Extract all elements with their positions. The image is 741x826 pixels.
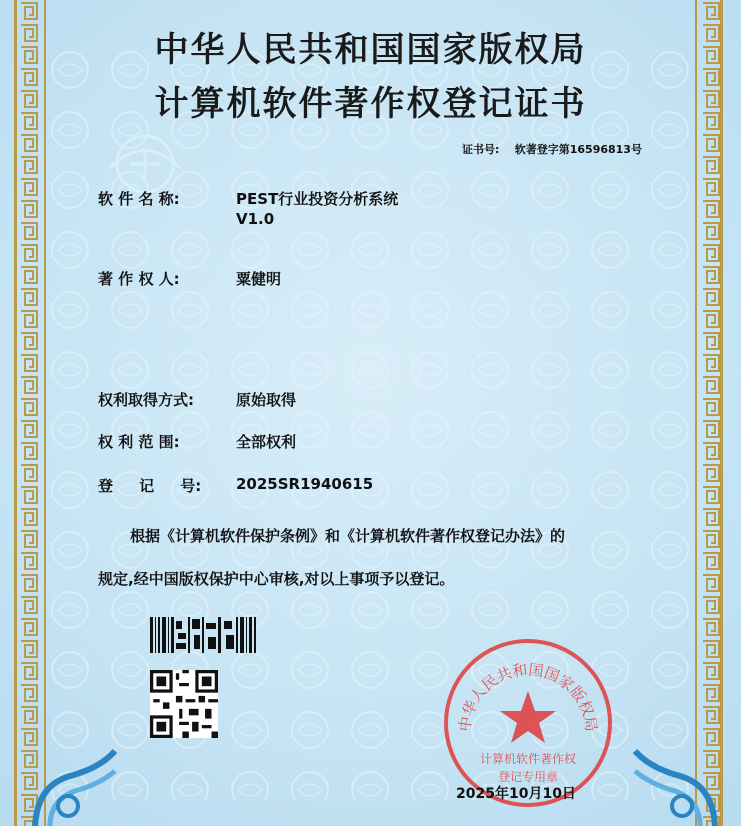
body-text-line2: 规定,经中国版权保护中心审核,对以上事项予以登记。 (98, 570, 455, 588)
registration-number-value: 2025SR1940615 (236, 475, 374, 493)
scope-label: 权 利 范 围: (98, 433, 180, 451)
certificate-number-value: 软著登字第16596813号 (514, 143, 642, 156)
acquisition-value: 原始取得 (236, 391, 297, 409)
software-name-value: PEST行业投资分析系统 (236, 190, 399, 208)
barcode (150, 617, 258, 653)
owner-value: 粟健明 (236, 270, 282, 288)
issue-date: 2025年10月10日 (456, 786, 576, 802)
certificate-number-label: 证书号: (462, 143, 500, 156)
software-name-label: 软 件 名 称: (98, 190, 180, 208)
owner-row (98, 268, 236, 289)
scope-value: 全部权利 (236, 433, 297, 451)
star-icon (500, 691, 556, 743)
registration-number-label: 登 记 号: (98, 477, 202, 495)
acquisition-row (98, 389, 236, 410)
certificate-title: 计算机软件著作权登记证书 (154, 84, 587, 124)
acquisition-label: 权利取得方式: (98, 391, 194, 409)
software-name-row (98, 188, 236, 209)
corner-ornament-right (630, 746, 720, 826)
software-version: V1.0 (236, 210, 275, 228)
registration-number-row (98, 475, 236, 496)
qr-code (150, 670, 218, 738)
certificate-number (462, 141, 642, 157)
seal-inner-line2: 登记专用章 (497, 770, 559, 784)
seal-outer-text: 中华人民共和国国家版权局 (455, 660, 601, 733)
scope-row (98, 431, 236, 452)
corner-ornament-left (30, 746, 120, 826)
seal-inner-line1: 计算机软件著作权 (479, 752, 577, 766)
owner-label: 著 作 权 人: (98, 270, 180, 288)
body-text-line1: 根据《计算机软件保护条例》和《计算机软件著作权登记办法》的 (130, 527, 566, 545)
issuer-title: 中华人民共和国国家版权局 (154, 30, 587, 70)
